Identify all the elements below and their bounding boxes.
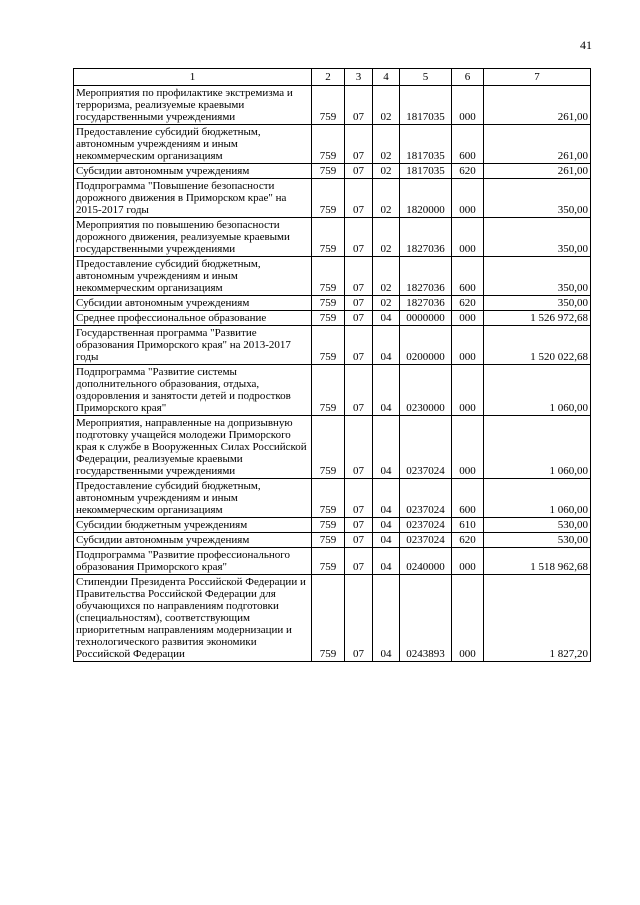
col4-code: 04 [373, 533, 400, 548]
table-row [74, 548, 591, 575]
col4-code: 04 [373, 416, 400, 479]
amount-value: 261,00 [484, 164, 591, 179]
row-name: Предоставление субсидий бюджетным, автономным учреждениям и иным некоммерческим организациям [74, 125, 312, 164]
column-header: 5 [400, 69, 452, 86]
table-row [74, 125, 591, 164]
col6-code: 000 [452, 179, 484, 218]
col5-code: 1827036 [400, 257, 452, 296]
col2-code: 759 [312, 518, 345, 533]
col6-code: 600 [452, 257, 484, 296]
col3-code: 07 [345, 326, 373, 365]
col3-code: 07 [345, 479, 373, 518]
col5-code: 1817035 [400, 164, 452, 179]
amount-value: 1 520 022,68 [484, 326, 591, 365]
col2-code: 759 [312, 575, 345, 662]
row-name: Предоставление субсидий бюджетным, автономным учреждениям и иным некоммерческим организациям [74, 257, 312, 296]
col4-code: 04 [373, 311, 400, 326]
col3-code: 07 [345, 296, 373, 311]
amount-value: 1 827,20 [484, 575, 591, 662]
col5-code: 0230000 [400, 365, 452, 416]
page-number: 41 [580, 38, 592, 52]
col3-code: 07 [345, 548, 373, 575]
row-name: Подпрограмма "Повышение безопасности дорожного движения в Приморском крае" на 2015-2017 годы [74, 179, 312, 218]
amount-value: 350,00 [484, 257, 591, 296]
table-row [74, 326, 591, 365]
amount-value: 530,00 [484, 533, 591, 548]
col4-code: 02 [373, 257, 400, 296]
col2-code: 759 [312, 548, 345, 575]
amount-value: 1 060,00 [484, 365, 591, 416]
row-name: Среднее профессиональное образование [74, 311, 312, 326]
col6-code: 000 [452, 365, 484, 416]
col4-code: 02 [373, 125, 400, 164]
col2-code: 759 [312, 416, 345, 479]
col2-code: 759 [312, 218, 345, 257]
col2-code: 759 [312, 533, 345, 548]
table-body [74, 86, 591, 662]
col4-code: 04 [373, 518, 400, 533]
row-name: Мероприятия по повышению безопасности дорожного движения, реализуемые краевыми государственными учреждениями [74, 218, 312, 257]
table-row [74, 257, 591, 296]
col5-code: 0237024 [400, 479, 452, 518]
col2-code: 759 [312, 257, 345, 296]
col4-code: 04 [373, 575, 400, 662]
col5-code: 0237024 [400, 416, 452, 479]
amount-value: 1 060,00 [484, 479, 591, 518]
col3-code: 07 [345, 86, 373, 125]
amount-value: 1 060,00 [484, 416, 591, 479]
col6-code: 620 [452, 296, 484, 311]
col2-code: 759 [312, 365, 345, 416]
column-header: 1 [74, 69, 312, 86]
table-row [74, 164, 591, 179]
col2-code: 759 [312, 326, 345, 365]
amount-value: 261,00 [484, 125, 591, 164]
row-name: Мероприятия, направленные на допризывную подготовку учащейся молодежи Приморского края к службе в Вооруженных Силах Российской Федерации, реализуемые краевыми государственными учреждениями [74, 416, 312, 479]
col2-code: 759 [312, 164, 345, 179]
col4-code: 04 [373, 365, 400, 416]
row-name: Субсидии автономным учреждениям [74, 533, 312, 548]
col2-code: 759 [312, 179, 345, 218]
col2-code: 759 [312, 311, 345, 326]
row-name: Субсидии автономным учреждениям [74, 164, 312, 179]
table-row [74, 218, 591, 257]
amount-value: 261,00 [484, 86, 591, 125]
column-header: 3 [345, 69, 373, 86]
col6-code: 000 [452, 311, 484, 326]
col5-code: 0240000 [400, 548, 452, 575]
col3-code: 07 [345, 164, 373, 179]
row-name: Предоставление субсидий бюджетным, автономным учреждениям и иным некоммерческим организациям [74, 479, 312, 518]
col4-code: 02 [373, 164, 400, 179]
table-row [74, 533, 591, 548]
col3-code: 07 [345, 257, 373, 296]
col3-code: 07 [345, 179, 373, 218]
row-name: Подпрограмма "Развитие профессионального образования Приморского края" [74, 548, 312, 575]
col5-code: 0237024 [400, 518, 452, 533]
col6-code: 000 [452, 548, 484, 575]
row-name: Подпрограмма "Развитие системы дополнительного образования, отдыха, оздоровления и занятости детей и подростков Приморского края" [74, 365, 312, 416]
col3-code: 07 [345, 218, 373, 257]
col5-code: 1817035 [400, 125, 452, 164]
col5-code: 0200000 [400, 326, 452, 365]
col6-code: 620 [452, 533, 484, 548]
row-name: Стипендии Президента Российской Федерации и Правительства Российской Федерации для обучающихся по направлениям подготовки (специальностям), соответствующим приоритетным направлениям модернизации и технологического развития экономики Российской Федерации [74, 575, 312, 662]
col3-code: 07 [345, 311, 373, 326]
table-row [74, 365, 591, 416]
table-row [74, 518, 591, 533]
amount-value: 1 526 972,68 [484, 311, 591, 326]
row-name: Мероприятия по профилактике экстремизма и терроризма, реализуемые краевыми государственными учреждениями [74, 86, 312, 125]
col2-code: 759 [312, 479, 345, 518]
col5-code: 0000000 [400, 311, 452, 326]
budget-table [73, 68, 591, 662]
col3-code: 07 [345, 416, 373, 479]
col4-code: 04 [373, 479, 400, 518]
table-row [74, 311, 591, 326]
col4-code: 02 [373, 86, 400, 125]
col6-code: 000 [452, 416, 484, 479]
col6-code: 600 [452, 479, 484, 518]
col3-code: 07 [345, 575, 373, 662]
col6-code: 000 [452, 218, 484, 257]
column-header: 6 [452, 69, 484, 86]
row-name: Субсидии бюджетным учреждениям [74, 518, 312, 533]
table-row [74, 575, 591, 662]
col3-code: 07 [345, 125, 373, 164]
col5-code: 1817035 [400, 86, 452, 125]
col4-code: 02 [373, 179, 400, 218]
col5-code: 1827036 [400, 296, 452, 311]
col2-code: 759 [312, 125, 345, 164]
col6-code: 000 [452, 326, 484, 365]
col4-code: 04 [373, 326, 400, 365]
table-header-row [74, 69, 591, 86]
col3-code: 07 [345, 518, 373, 533]
col5-code: 1820000 [400, 179, 452, 218]
col4-code: 02 [373, 296, 400, 311]
row-name: Субсидии автономным учреждениям [74, 296, 312, 311]
col4-code: 04 [373, 548, 400, 575]
col3-code: 07 [345, 533, 373, 548]
column-header: 4 [373, 69, 400, 86]
amount-value: 1 518 962,68 [484, 548, 591, 575]
table-row [74, 416, 591, 479]
column-header: 7 [484, 69, 591, 86]
col6-code: 610 [452, 518, 484, 533]
col5-code: 1827036 [400, 218, 452, 257]
table-row [74, 296, 591, 311]
col5-code: 0237024 [400, 533, 452, 548]
amount-value: 350,00 [484, 218, 591, 257]
col2-code: 759 [312, 296, 345, 311]
col6-code: 000 [452, 575, 484, 662]
table-row [74, 86, 591, 125]
amount-value: 530,00 [484, 518, 591, 533]
col5-code: 0243893 [400, 575, 452, 662]
table-row [74, 479, 591, 518]
row-name: Государственная программа "Развитие образования Приморского края" на 2013-2017 годы [74, 326, 312, 365]
col2-code: 759 [312, 86, 345, 125]
column-header: 2 [312, 69, 345, 86]
amount-value: 350,00 [484, 179, 591, 218]
col6-code: 000 [452, 86, 484, 125]
col6-code: 600 [452, 125, 484, 164]
col6-code: 620 [452, 164, 484, 179]
col3-code: 07 [345, 365, 373, 416]
table-row [74, 179, 591, 218]
col4-code: 02 [373, 218, 400, 257]
amount-value: 350,00 [484, 296, 591, 311]
